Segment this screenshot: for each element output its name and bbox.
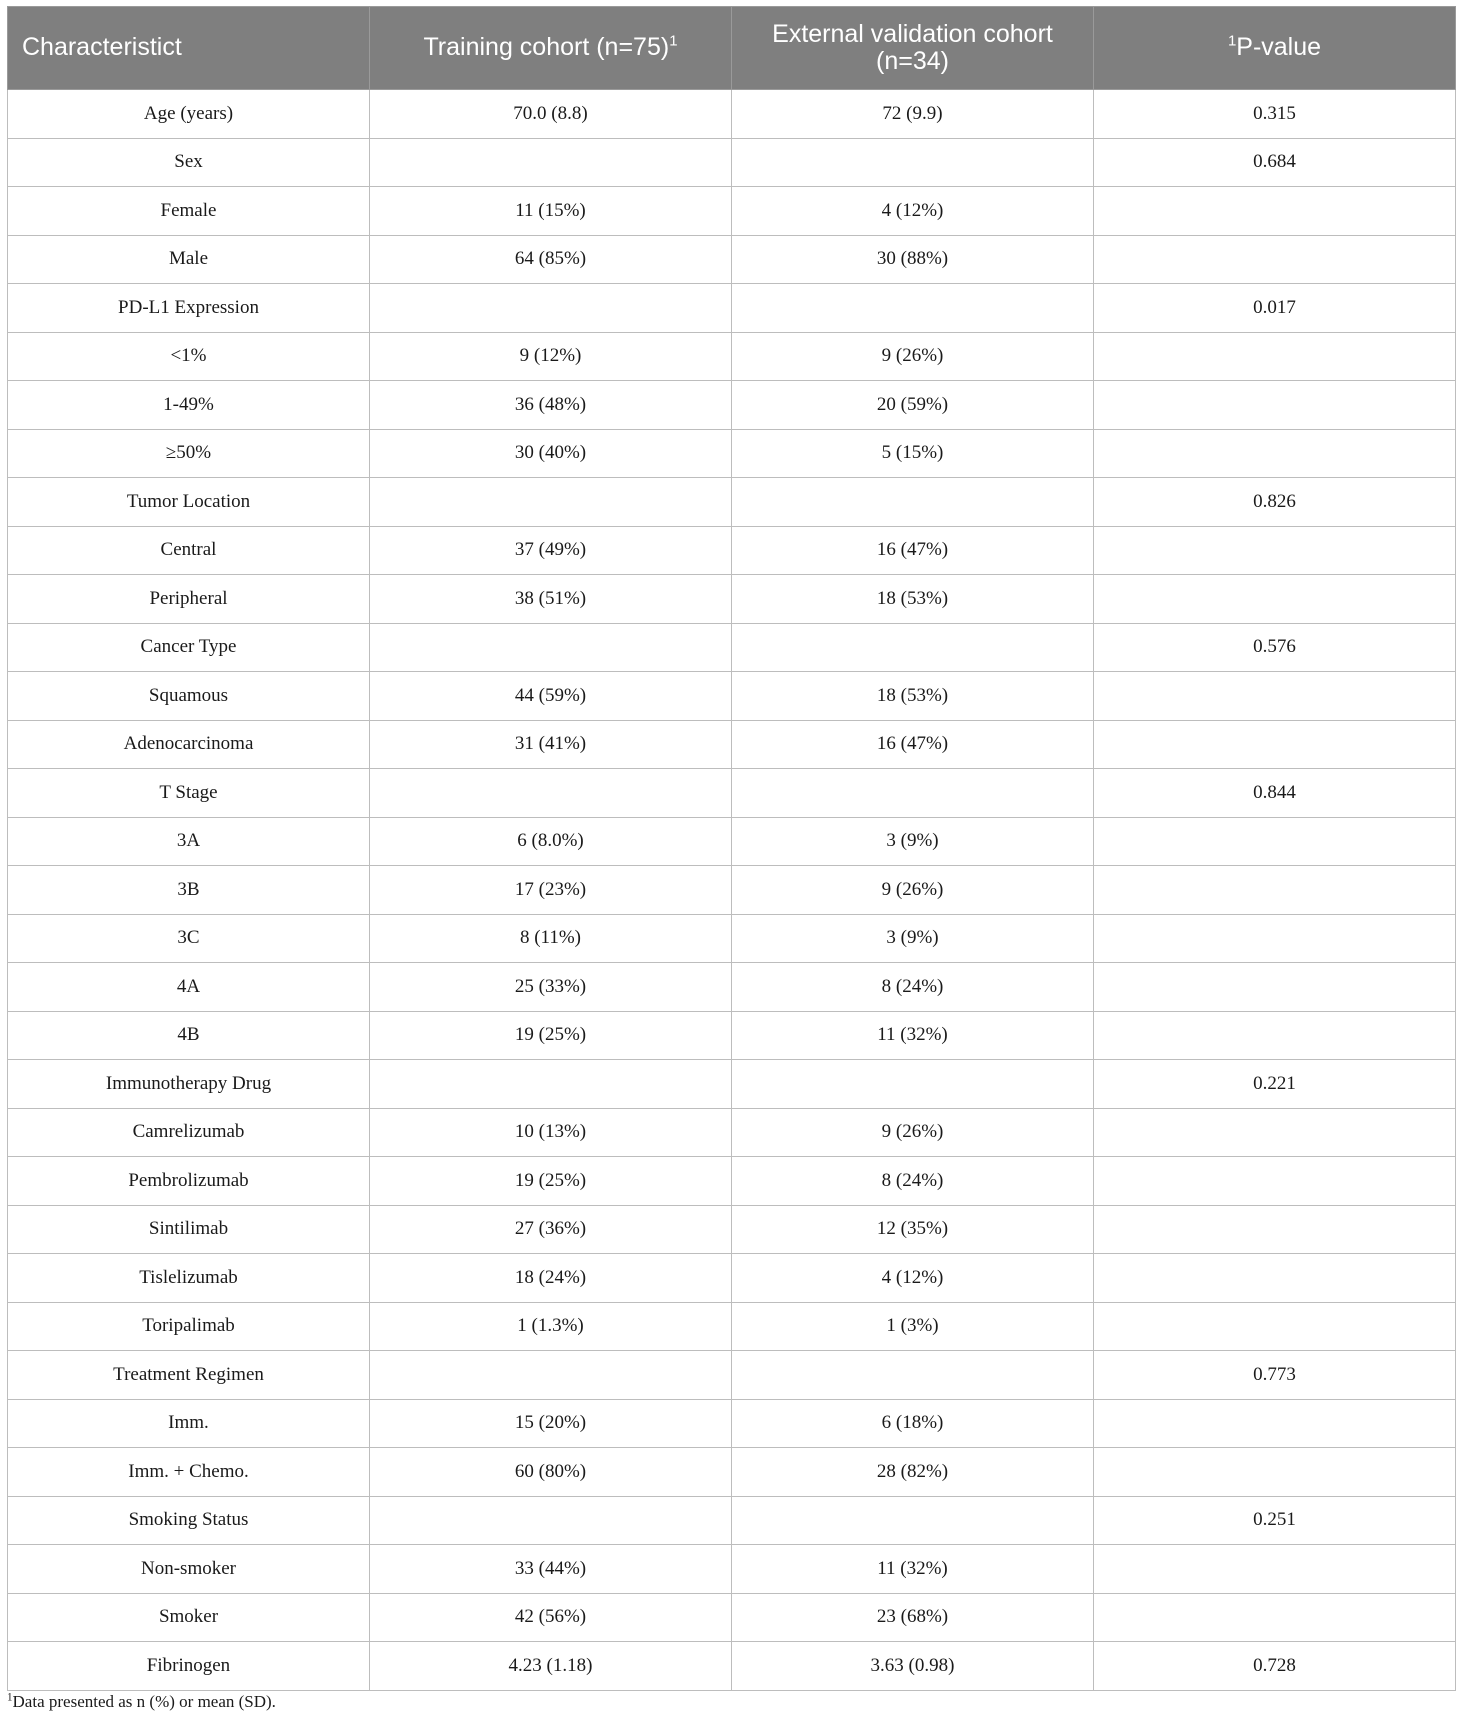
cell-characteristic: <1%	[8, 332, 370, 381]
cell-external: 16 (47%)	[732, 720, 1094, 769]
cell-training: 27 (36%)	[370, 1205, 732, 1254]
table-row	[8, 138, 1456, 187]
cell-characteristic: Camrelizumab	[8, 1108, 370, 1157]
footnote-text: Data presented as n (%) or mean (SD).	[12, 1692, 276, 1711]
cell-characteristic: Female	[8, 187, 370, 236]
cell-characteristic: Smoker	[8, 1593, 370, 1642]
footnote-superscript: 1	[7, 1691, 13, 1704]
table-row	[8, 429, 1456, 478]
cell-external: 9 (26%)	[732, 1108, 1094, 1157]
cell-external	[732, 769, 1094, 818]
table-row	[8, 381, 1456, 430]
header-characteristic: Characteristict	[8, 7, 370, 90]
cell-external: 23 (68%)	[732, 1593, 1094, 1642]
cell-p-value	[1094, 866, 1456, 915]
table-row	[8, 1593, 1456, 1642]
cell-training: 38 (51%)	[370, 575, 732, 624]
table-row	[8, 1642, 1456, 1691]
table-row	[8, 1302, 1456, 1351]
cell-characteristic: 3B	[8, 866, 370, 915]
cell-p-value	[1094, 1108, 1456, 1157]
characteristics-table	[7, 6, 1456, 1691]
cell-training: 36 (48%)	[370, 381, 732, 430]
cell-external	[732, 1060, 1094, 1109]
cell-training: 19 (25%)	[370, 1011, 732, 1060]
cell-characteristic: Sintilimab	[8, 1205, 370, 1254]
cell-external: 18 (53%)	[732, 575, 1094, 624]
cell-training: 8 (11%)	[370, 914, 732, 963]
table-row	[8, 90, 1456, 139]
cell-p-value	[1094, 1205, 1456, 1254]
cell-characteristic: Treatment Regimen	[8, 1351, 370, 1400]
table-row	[8, 1545, 1456, 1594]
cell-training	[370, 623, 732, 672]
table-row	[8, 1157, 1456, 1206]
characteristics-table-container	[7, 6, 1455, 1691]
cell-p-value: 0.221	[1094, 1060, 1456, 1109]
table-row	[8, 1011, 1456, 1060]
cell-characteristic: 4B	[8, 1011, 370, 1060]
cell-training: 11 (15%)	[370, 187, 732, 236]
header-pvalue-superscript: 1	[1227, 32, 1237, 50]
cell-characteristic: Squamous	[8, 672, 370, 721]
table-row	[8, 672, 1456, 721]
table-row	[8, 1254, 1456, 1303]
cell-p-value: 0.773	[1094, 1351, 1456, 1400]
cell-training	[370, 769, 732, 818]
cell-p-value: 0.728	[1094, 1642, 1456, 1691]
cell-training: 31 (41%)	[370, 720, 732, 769]
cell-training	[370, 1496, 732, 1545]
table-row	[8, 769, 1456, 818]
table-row	[8, 575, 1456, 624]
cell-characteristic: 3C	[8, 914, 370, 963]
cell-p-value: 0.576	[1094, 623, 1456, 672]
cell-external: 16 (47%)	[732, 526, 1094, 575]
cell-training: 10 (13%)	[370, 1108, 732, 1157]
cell-characteristic: Male	[8, 235, 370, 284]
cell-training	[370, 138, 732, 187]
cell-p-value	[1094, 332, 1456, 381]
table-row	[8, 1496, 1456, 1545]
table-row	[8, 914, 1456, 963]
cell-external: 18 (53%)	[732, 672, 1094, 721]
cell-p-value: 0.315	[1094, 90, 1456, 139]
cell-training: 60 (80%)	[370, 1448, 732, 1497]
cell-external: 3.63 (0.98)	[732, 1642, 1094, 1691]
table-row	[8, 623, 1456, 672]
cell-p-value	[1094, 526, 1456, 575]
table-row	[8, 1351, 1456, 1400]
cell-external	[732, 623, 1094, 672]
table-footnote	[7, 1692, 276, 1712]
header-training-label: Training cohort (n=75)	[423, 33, 670, 62]
table-row	[8, 720, 1456, 769]
cell-characteristic: T Stage	[8, 769, 370, 818]
cell-external: 20 (59%)	[732, 381, 1094, 430]
cell-p-value	[1094, 672, 1456, 721]
cell-characteristic: Central	[8, 526, 370, 575]
cell-training: 19 (25%)	[370, 1157, 732, 1206]
cell-p-value	[1094, 1157, 1456, 1206]
table-row	[8, 1060, 1456, 1109]
cell-characteristic: Peripheral	[8, 575, 370, 624]
cell-external: 3 (9%)	[732, 914, 1094, 963]
cell-characteristic: Fibrinogen	[8, 1642, 370, 1691]
cell-p-value: 0.826	[1094, 478, 1456, 527]
cell-external: 12 (35%)	[732, 1205, 1094, 1254]
cell-training: 15 (20%)	[370, 1399, 732, 1448]
cell-training: 9 (12%)	[370, 332, 732, 381]
cell-training: 44 (59%)	[370, 672, 732, 721]
cell-characteristic: Tumor Location	[8, 478, 370, 527]
cell-p-value: 0.844	[1094, 769, 1456, 818]
table-body	[8, 90, 1456, 1691]
cell-external: 9 (26%)	[732, 866, 1094, 915]
cell-p-value	[1094, 817, 1456, 866]
cell-external: 1 (3%)	[732, 1302, 1094, 1351]
cell-training: 37 (49%)	[370, 526, 732, 575]
header-training-superscript: 1	[669, 32, 678, 50]
cell-external: 30 (88%)	[732, 235, 1094, 284]
cell-characteristic: Smoking Status	[8, 1496, 370, 1545]
cell-training: 33 (44%)	[370, 1545, 732, 1594]
cell-external: 5 (15%)	[732, 429, 1094, 478]
cell-p-value	[1094, 1545, 1456, 1594]
table-row	[8, 1448, 1456, 1497]
cell-training	[370, 1060, 732, 1109]
cell-external	[732, 1496, 1094, 1545]
cell-characteristic: PD-L1 Expression	[8, 284, 370, 333]
cell-p-value	[1094, 575, 1456, 624]
table-row	[8, 1108, 1456, 1157]
cell-external: 8 (24%)	[732, 963, 1094, 1012]
cell-training: 1 (1.3%)	[370, 1302, 732, 1351]
cell-external: 72 (9.9)	[732, 90, 1094, 139]
table-row	[8, 332, 1456, 381]
header-p-value	[1094, 7, 1456, 90]
cell-external: 3 (9%)	[732, 817, 1094, 866]
cell-p-value	[1094, 720, 1456, 769]
cell-external: 8 (24%)	[732, 1157, 1094, 1206]
cell-p-value	[1094, 429, 1456, 478]
cell-external: 28 (82%)	[732, 1448, 1094, 1497]
cell-p-value	[1094, 1011, 1456, 1060]
cell-external: 4 (12%)	[732, 1254, 1094, 1303]
cell-characteristic: Adenocarcinoma	[8, 720, 370, 769]
table-row	[8, 526, 1456, 575]
cell-p-value: 0.017	[1094, 284, 1456, 333]
cell-training: 64 (85%)	[370, 235, 732, 284]
cell-training	[370, 284, 732, 333]
cell-training: 30 (40%)	[370, 429, 732, 478]
cell-training: 4.23 (1.18)	[370, 1642, 732, 1691]
cell-characteristic: Cancer Type	[8, 623, 370, 672]
cell-p-value	[1094, 1593, 1456, 1642]
header-training-cohort	[370, 7, 732, 90]
cell-characteristic: Sex	[8, 138, 370, 187]
cell-training: 18 (24%)	[370, 1254, 732, 1303]
table-header-row	[8, 7, 1456, 90]
cell-characteristic: Tislelizumab	[8, 1254, 370, 1303]
cell-p-value	[1094, 1302, 1456, 1351]
cell-training	[370, 1351, 732, 1400]
cell-training: 17 (23%)	[370, 866, 732, 915]
cell-p-value	[1094, 381, 1456, 430]
cell-p-value: 0.684	[1094, 138, 1456, 187]
cell-external	[732, 138, 1094, 187]
cell-external: 9 (26%)	[732, 332, 1094, 381]
cell-characteristic: Imm.	[8, 1399, 370, 1448]
header-external-validation-cohort: External validation cohort (n=34)	[732, 7, 1094, 90]
cell-p-value	[1094, 187, 1456, 236]
cell-p-value	[1094, 1254, 1456, 1303]
cell-p-value: 0.251	[1094, 1496, 1456, 1545]
header-pvalue-label: P-value	[1236, 33, 1322, 62]
table-row	[8, 1399, 1456, 1448]
table-row	[8, 235, 1456, 284]
table-row	[8, 963, 1456, 1012]
cell-external: 11 (32%)	[732, 1011, 1094, 1060]
cell-characteristic: Imm. + Chemo.	[8, 1448, 370, 1497]
cell-external: 4 (12%)	[732, 187, 1094, 236]
table-row	[8, 866, 1456, 915]
cell-training: 42 (56%)	[370, 1593, 732, 1642]
cell-characteristic: Toripalimab	[8, 1302, 370, 1351]
cell-p-value	[1094, 914, 1456, 963]
cell-characteristic: Immunotherapy Drug	[8, 1060, 370, 1109]
cell-characteristic: 1-49%	[8, 381, 370, 430]
table-row	[8, 1205, 1456, 1254]
cell-characteristic: 3A	[8, 817, 370, 866]
cell-p-value	[1094, 235, 1456, 284]
cell-external	[732, 284, 1094, 333]
cell-external: 6 (18%)	[732, 1399, 1094, 1448]
cell-characteristic: ≥50%	[8, 429, 370, 478]
cell-training	[370, 478, 732, 527]
cell-p-value	[1094, 1399, 1456, 1448]
cell-characteristic: Age (years)	[8, 90, 370, 139]
cell-training: 25 (33%)	[370, 963, 732, 1012]
table-row	[8, 284, 1456, 333]
cell-training: 6 (8.0%)	[370, 817, 732, 866]
table-row	[8, 187, 1456, 236]
cell-training: 70.0 (8.8)	[370, 90, 732, 139]
table-row	[8, 478, 1456, 527]
table-row	[8, 817, 1456, 866]
cell-characteristic: 4A	[8, 963, 370, 1012]
cell-characteristic: Non-smoker	[8, 1545, 370, 1594]
cell-external	[732, 1351, 1094, 1400]
cell-external	[732, 478, 1094, 527]
cell-p-value	[1094, 963, 1456, 1012]
cell-external: 11 (32%)	[732, 1545, 1094, 1594]
cell-p-value	[1094, 1448, 1456, 1497]
cell-characteristic: Pembrolizumab	[8, 1157, 370, 1206]
